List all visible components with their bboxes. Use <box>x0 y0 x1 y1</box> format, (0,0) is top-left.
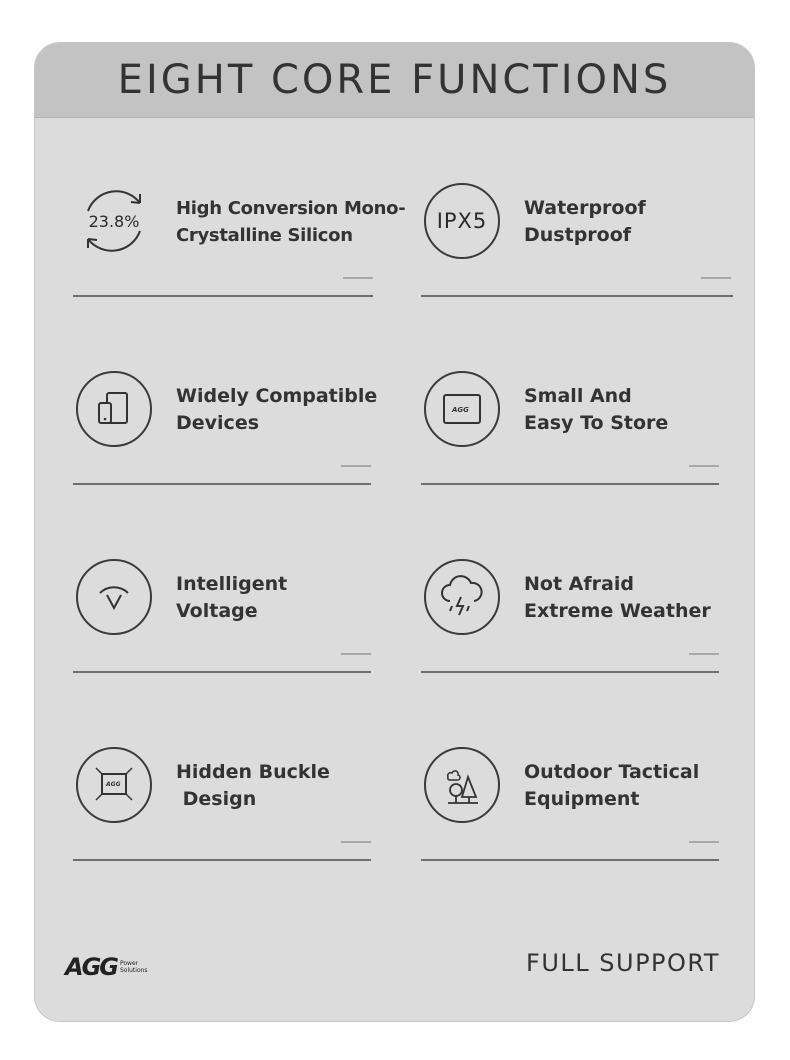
item-rule <box>421 859 719 861</box>
dash-divider <box>341 653 371 655</box>
panel-icon <box>424 371 500 447</box>
devices-icon <box>76 371 152 447</box>
dash-divider <box>689 841 719 843</box>
storm-cloud-icon <box>424 559 500 635</box>
feature-item-outdoor <box>421 747 721 867</box>
full-support-label: FULL SUPPORT <box>526 949 720 977</box>
item-rule <box>421 295 733 297</box>
features-card <box>34 42 755 1022</box>
ipx5-icon <box>424 183 500 259</box>
dash-divider <box>689 653 719 655</box>
feature-item-storage <box>421 371 721 491</box>
voltage-icon <box>76 559 152 635</box>
item-rule <box>73 859 371 861</box>
feature-item-voltage <box>73 559 373 679</box>
feature-label: Small And Easy To Store <box>524 385 669 434</box>
page-title: EIGHT CORE FUNCTIONS <box>117 57 672 103</box>
item-rule <box>73 483 371 485</box>
feature-label: Intelligent Voltage <box>176 573 288 622</box>
header-bar <box>35 43 754 118</box>
dash-divider <box>341 841 371 843</box>
brand-logo <box>65 953 148 981</box>
svg-text:AGG: AGG <box>106 781 121 788</box>
feature-item-conversion <box>73 183 406 303</box>
feature-label: Waterproof Dustproof <box>524 197 646 246</box>
feature-label: Hidden Buckle Design <box>176 761 330 810</box>
feature-label: High Conversion Mono- Crystalline Silicon <box>176 198 406 246</box>
feature-item-devices <box>73 371 378 491</box>
logo-subtitle: Power Solutions <box>119 960 148 974</box>
feature-item-weather <box>421 559 721 679</box>
dash-divider <box>689 465 719 467</box>
feature-label: Not Afraid Extreme Weather <box>524 573 711 622</box>
item-rule <box>421 671 719 673</box>
feature-item-buckle <box>73 747 373 867</box>
feature-item-ipx5 <box>421 183 721 303</box>
dash-divider <box>701 277 731 279</box>
feature-label: Outdoor Tactical Equipment <box>524 761 700 810</box>
svg-text:AGG: AGG <box>452 406 469 414</box>
ipx-rating: IPX5 <box>436 209 488 233</box>
buckle-icon <box>76 747 152 823</box>
efficiency-value: 23.8% <box>88 211 140 231</box>
rotate-arrows-icon <box>76 183 152 259</box>
item-rule <box>73 295 373 297</box>
outdoor-icon <box>424 747 500 823</box>
item-rule <box>73 671 371 673</box>
dash-divider <box>341 465 371 467</box>
logo-mark: AGG <box>65 953 117 981</box>
item-rule <box>421 483 719 485</box>
feature-label: Widely Compatible Devices <box>176 385 378 434</box>
dash-divider <box>343 277 373 279</box>
